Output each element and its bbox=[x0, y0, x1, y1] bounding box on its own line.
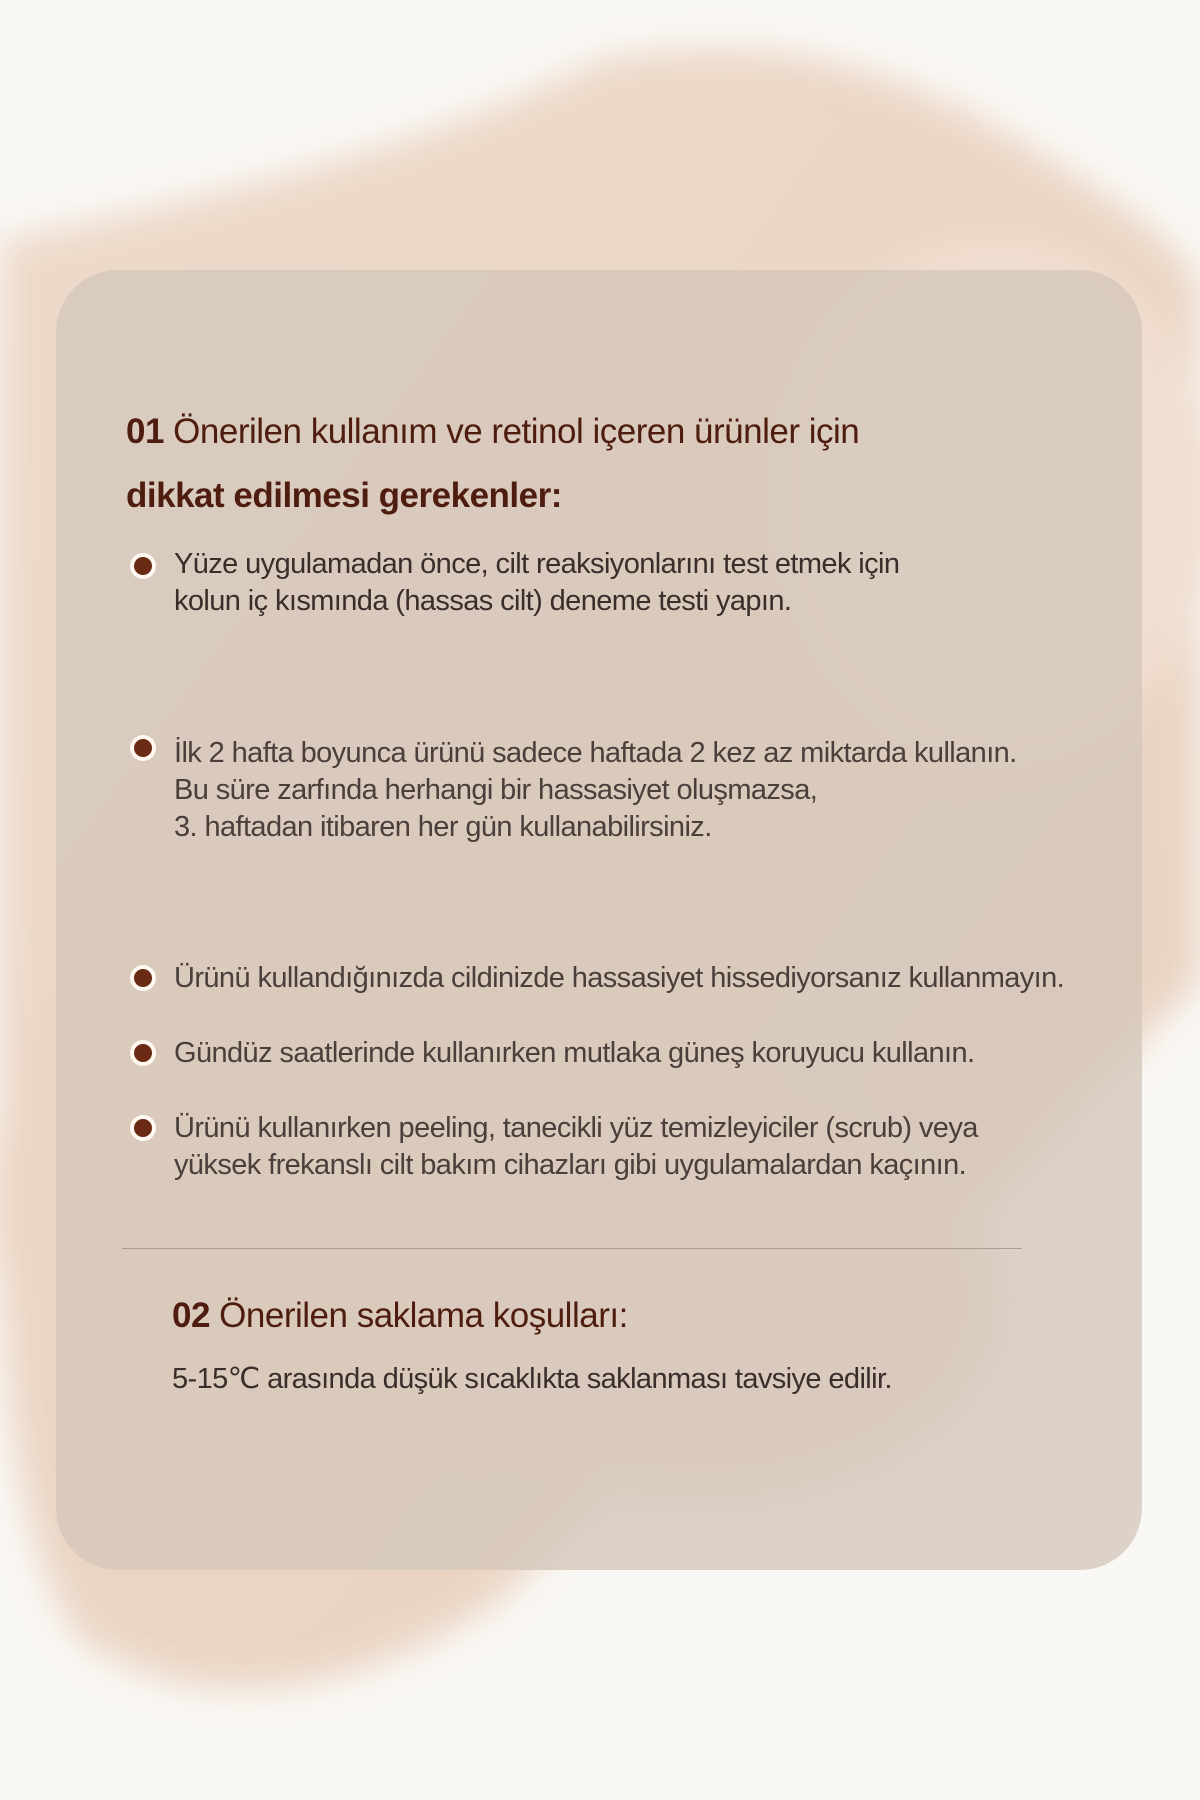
bullet-dot-icon bbox=[134, 557, 152, 575]
section-02-title: Önerilen saklama koşulları: bbox=[219, 1296, 628, 1335]
section-01-number: 01 bbox=[126, 412, 164, 451]
section-01-title-line2: dikkat edilmesi gerekenler: bbox=[126, 476, 562, 515]
list-item-text: Gündüz saatlerinde kullanırken mutlaka güneş koruyucu kullanın. bbox=[174, 1037, 975, 1069]
list-item-text: Ürünü kullandığınızda cildinizde hassasiyet hissediyorsanız kullanmayın. bbox=[174, 962, 1065, 994]
list-item-text: Ürünü kullanırken peeling, tanecikli yüz temizleyiciler (scrub) veya yüksek frekanslı cilt bakım cihazları gibi uygulamalardan kaçının. bbox=[174, 1112, 978, 1181]
bullet-dot-icon bbox=[134, 1044, 152, 1062]
bullet-dot-icon bbox=[134, 739, 152, 757]
section-divider bbox=[122, 1248, 1022, 1249]
section-01-heading bbox=[126, 400, 1026, 528]
bullet-dot-icon bbox=[134, 1119, 152, 1137]
section-02-heading bbox=[172, 1292, 628, 1340]
section-02-number: 02 bbox=[172, 1296, 210, 1335]
section-01-title-line1: Önerilen kullanım ve retinol içeren ürünler için bbox=[173, 412, 860, 451]
list-item-text: İlk 2 hafta boyunca ürünü sadece haftada 2 kez az miktarda kullanın. Bu süre zarfında herhangi bir hassasiyet oluşmazsa, 3. haftadan itibaren her gün kullanabilirsiniz. bbox=[174, 737, 1017, 843]
storage-text: 5-15℃ arasında düşük sıcaklıkta saklanması tavsiye edilir. bbox=[172, 1363, 892, 1395]
list-item-text: Yüze uygulamadan önce, cilt reaksiyonlarını test etmek için kolun iç kısmında (hassas cilt) deneme testi yapın. bbox=[174, 548, 900, 617]
bullet-dot-icon bbox=[134, 969, 152, 987]
